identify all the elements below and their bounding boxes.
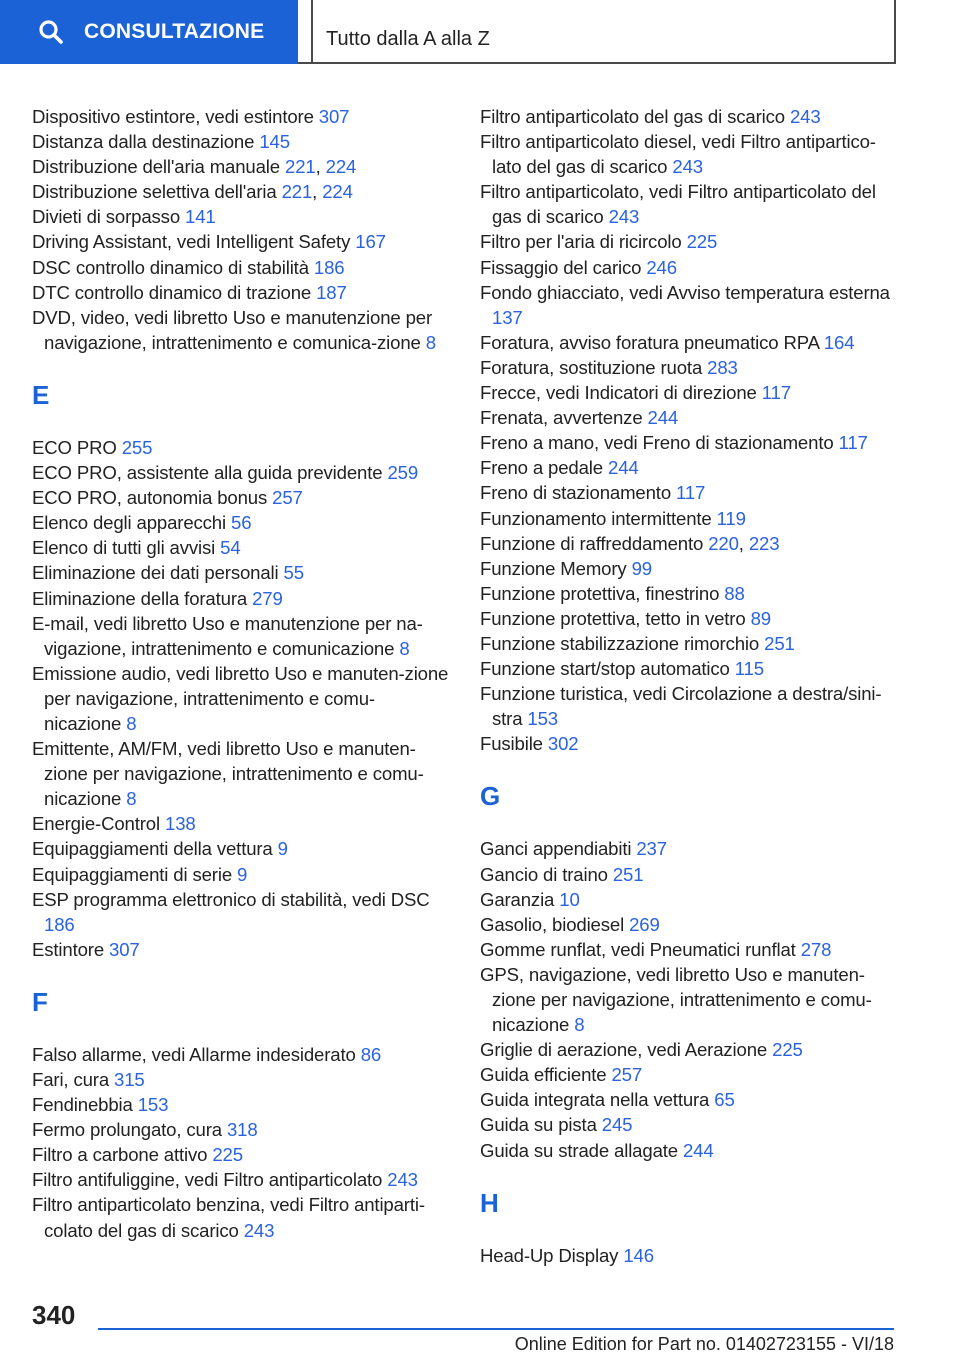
index-entry-term: Funzione protettiva, finestrino (480, 582, 725, 604)
index-entry-term: Equipaggiamenti di serie (32, 863, 238, 885)
page-link[interactable]: 224 (322, 181, 353, 203)
index-entry (480, 531, 900, 556)
page-link[interactable]: 8 (425, 331, 436, 353)
page-link[interactable]: 221 (281, 181, 313, 203)
magnifier-icon (38, 19, 64, 45)
index-entry (32, 1192, 452, 1242)
page-link[interactable]: 88 (724, 582, 745, 604)
index-entry-term: Emissione audio, vedi libretto Uso e manuten-zione per navigazione, intrattenimento e comu-nicazione (32, 662, 449, 734)
index-entry (480, 1087, 900, 1112)
index-entry-term: Distanza dalla destinazione (32, 131, 260, 153)
index-entry (32, 1092, 452, 1117)
page-link[interactable]: 257 (611, 1064, 643, 1086)
index-entry-term: Filtro per l'aria di ricircolo (480, 231, 687, 253)
page-link[interactable]: 225 (686, 231, 718, 253)
page-link[interactable]: 283 (707, 356, 738, 378)
page-link[interactable]: 99 (631, 557, 652, 579)
index-entry (32, 179, 452, 204)
index-entry (32, 1167, 452, 1192)
index-entry-term: GPS, navigazione, vedi libretto Uso e manuten-zione per navigazione, intrattenimento e comu-nicazione (480, 963, 872, 1036)
index-entry-term: Freno a mano, vedi Freno di stazionamento (480, 432, 839, 454)
footer-rule (98, 1328, 894, 1330)
page-number: 340 (32, 1300, 76, 1330)
page-link[interactable]: 89 (750, 607, 771, 629)
index-entry (480, 681, 900, 731)
index-entry-term: Funzionamento intermittente (480, 507, 717, 529)
page-link[interactable]: 243 (789, 106, 821, 127)
index-entry-term: Elenco di tutti gli avvisi (32, 537, 221, 559)
page-link[interactable]: 244 (608, 457, 639, 479)
index-entry-term: Dispositivo estintore, vedi estintore (32, 106, 319, 127)
index-entry-term: Driving Assistant, vedi Intelligent Safety (32, 231, 356, 253)
page-link[interactable]: 187 (316, 281, 347, 303)
index-entry (480, 912, 900, 937)
index-entry-term: E-mail, vedi libretto Uso e manutenzione per na-vigazione, intrattenimento e comunicazione (32, 612, 423, 659)
index-entry (480, 1037, 900, 1062)
index-entry-term: Eliminazione della foratura (32, 587, 253, 609)
index-entry (480, 1243, 900, 1268)
page-link[interactable]: 243 (243, 1219, 275, 1241)
index-entry (480, 1112, 900, 1137)
page-link[interactable]: 186 (44, 913, 75, 935)
index-entry (480, 1138, 900, 1163)
page-link[interactable]: 279 (252, 587, 283, 609)
page-separator: , (738, 532, 749, 554)
page-link[interactable]: 223 (748, 532, 780, 554)
page-link[interactable]: 146 (623, 1244, 654, 1266)
page-link[interactable]: 243 (608, 206, 640, 228)
index-entry (480, 887, 900, 912)
index-entry-term: Funzione start/stop automatico (480, 658, 735, 680)
index-entry (32, 460, 452, 485)
index-entry-term: Filtro antiparticolato, vedi Filtro antiparticolato del gas di scarico (480, 181, 876, 228)
index-entry-term: Falso allarme, vedi Allarme indesiderato (32, 1043, 361, 1065)
index-entry (32, 229, 452, 254)
index-entry (32, 611, 452, 661)
index-entry-term: Head-Up Display (480, 1244, 624, 1266)
index-entry-term: Fari, cura (32, 1069, 115, 1090)
page-link[interactable]: 243 (387, 1169, 418, 1191)
index-entry (480, 1062, 900, 1087)
index-entry-term: Guida efficiente (480, 1064, 612, 1086)
index-entry-term: DTC controllo dinamico di trazione (32, 281, 317, 303)
index-entry (32, 736, 452, 811)
page-title: Tutto dalla A alla Z (326, 28, 490, 50)
page-link[interactable]: 138 (165, 813, 196, 835)
index-entry-term: Freno a pedale (480, 457, 608, 479)
index-entry-term: Filtro a carbone attivo (32, 1144, 213, 1166)
index-entry-term: Equipaggiamenti della vettura (32, 838, 278, 860)
index-letter-heading: G (480, 781, 501, 812)
page-link[interactable]: 153 (527, 708, 558, 730)
index-entry (480, 631, 900, 656)
index-entry (480, 862, 900, 887)
page-separator: , (312, 181, 323, 203)
page-link[interactable]: 269 (629, 913, 660, 935)
index-entry-term: Ganci appendiabiti (480, 838, 637, 860)
index-entry (480, 330, 900, 355)
page-link[interactable]: 65 (714, 1089, 735, 1111)
index-entry (32, 661, 452, 736)
index-letter-heading: F (32, 986, 48, 1017)
index-entry (480, 836, 900, 861)
index-entry (32, 560, 452, 585)
index-entry (32, 811, 452, 836)
index-entry-term: Emittente, AM/FM, vedi libretto Uso e manuten-zione per navigazione, intrattenimento e comu-nicazione (32, 738, 424, 810)
page-link[interactable]: 318 (226, 1119, 258, 1141)
page-link[interactable]: 246 (646, 256, 677, 278)
index-entry (32, 280, 452, 305)
page-link[interactable]: 9 (237, 863, 248, 885)
page-link[interactable]: 117 (838, 432, 868, 454)
index-entry (480, 581, 900, 606)
index-entry (480, 556, 900, 581)
index-entry (480, 129, 900, 179)
page-link[interactable]: 86 (360, 1043, 382, 1065)
index-entry (32, 1142, 452, 1167)
index-entry (32, 510, 452, 535)
index-entry (32, 887, 452, 937)
index-entry-term: Funzione protettiva, tetto in vetro (480, 607, 751, 629)
index-entry (480, 937, 900, 962)
index-entry-term: Funzione Memory (480, 557, 632, 579)
index-entry-term: DVD, video, vedi libretto Uso e manutenzione per navigazione, intrattenimento e comunica-zione (32, 306, 433, 353)
header-divider (311, 0, 313, 64)
page-link[interactable]: 10 (559, 888, 580, 910)
page-link[interactable]: 251 (764, 632, 795, 654)
page-link[interactable]: 8 (399, 637, 410, 659)
index-entry-term: Distribuzione selettiva dell'aria (32, 181, 282, 203)
index-entry-term: Guida integrata nella vettura (480, 1089, 715, 1111)
index-entry (480, 656, 900, 681)
index-letter-heading: H (480, 1187, 499, 1218)
index-entry (32, 586, 452, 611)
index-column-left (32, 104, 452, 1243)
page-link[interactable]: 307 (318, 106, 350, 127)
index-entry (480, 255, 900, 280)
index-entry (480, 430, 900, 455)
edition-note: Online Edition for Part no. 01402723155 - VI/18 (514, 1334, 894, 1354)
page-separator: , (315, 156, 326, 178)
index-entry (32, 305, 452, 355)
index-entry (480, 962, 900, 1037)
index-entry-term: Guida su pista (480, 1114, 602, 1136)
page-link[interactable]: 119 (716, 507, 746, 529)
page-link[interactable]: 8 (126, 788, 137, 810)
index-entry (480, 104, 900, 129)
index-entry-term: Frenata, avvertenze (480, 407, 648, 429)
index-entry-term: Guida su strade allagate (480, 1139, 683, 1161)
page-link[interactable]: 8 (574, 1014, 585, 1036)
index-entry-term: Griglie di aerazione, vedi Aerazione (480, 1039, 773, 1061)
index-entry (32, 862, 452, 887)
index-entry (32, 129, 452, 154)
index-column-right (480, 104, 900, 1268)
index-entry-term: Frecce, vedi Indicatori di direzione (480, 382, 762, 404)
index-entry-term: Foratura, sostituzione ruota (480, 356, 708, 378)
index-entry-term: Funzione stabilizzazione rimorchio (480, 632, 765, 654)
index-entry-term: Filtro antiparticolato diesel, vedi Filtro antipartico-lato del gas di scarico (480, 131, 876, 178)
page-link[interactable]: 115 (734, 658, 764, 680)
index-entry-term: Fondo ghiacciato, vedi Avviso temperatura esterna (480, 281, 890, 303)
index-entry (480, 179, 900, 229)
page-link[interactable]: 167 (355, 231, 386, 253)
index-entry (32, 937, 452, 962)
index-entry (32, 485, 452, 510)
page-link[interactable]: 8 (126, 712, 137, 734)
index-entry (32, 204, 452, 229)
page-link[interactable]: 307 (109, 938, 140, 960)
index-entry (32, 1067, 452, 1092)
page-link[interactable]: 243 (672, 156, 703, 178)
index-entry-term: Foratura, avviso foratura pneumatico RPA (480, 331, 824, 353)
section-tab-consultazione[interactable] (0, 0, 298, 64)
index-entry (32, 1117, 452, 1142)
page-link[interactable]: 220 (708, 532, 739, 554)
index-letter-heading: E (32, 379, 50, 410)
index-entry-term: Garanzia (480, 888, 560, 910)
index-entry-term: Fusibile (480, 733, 548, 755)
index-entry-term: Estintore (32, 938, 110, 960)
index-entry (480, 405, 900, 430)
page-link[interactable]: 244 (647, 407, 679, 429)
page-link[interactable]: 117 (761, 382, 791, 404)
page-link[interactable]: 54 (220, 537, 241, 559)
index-entry-term: Gomme runflat, vedi Pneumatici runflat (480, 938, 801, 960)
page-link[interactable]: 237 (636, 838, 667, 860)
page-link[interactable]: 153 (137, 1094, 169, 1116)
page-link[interactable]: 278 (800, 938, 832, 960)
page-link[interactable]: 225 (772, 1039, 803, 1061)
index-entry-term: Funzione di raffreddamento (480, 532, 709, 554)
page-link[interactable]: 257 (272, 487, 303, 509)
index-entry (480, 355, 900, 380)
index-entry-term: ESP programma elettronico di stabilità, vedi DSC (32, 888, 430, 910)
page-link[interactable]: 56 (231, 512, 252, 534)
page-link[interactable]: 9 (277, 838, 288, 860)
section-tab-label: CONSULTAZIONE (84, 20, 265, 43)
page-link[interactable]: 164 (823, 331, 855, 353)
page-link[interactable]: 141 (185, 206, 216, 228)
index-entry (480, 480, 900, 505)
page-link[interactable]: 244 (682, 1139, 714, 1161)
page-link[interactable]: 225 (212, 1144, 243, 1166)
page-link[interactable]: 251 (612, 863, 644, 885)
page-link[interactable]: 186 (313, 256, 345, 278)
header-underline (298, 62, 896, 64)
page-link[interactable]: 55 (283, 562, 304, 584)
page-link[interactable]: 221 (285, 156, 316, 178)
index-entry (32, 836, 452, 861)
index-entry-term: Distribuzione dell'aria manuale (32, 156, 285, 178)
index-entry-term: Freno di stazionamento (480, 482, 677, 504)
index-entry-term: Fissaggio del carico (480, 256, 647, 278)
index-entry-term: DSC controllo dinamico di stabilità (32, 256, 314, 278)
page-link[interactable]: 117 (676, 482, 706, 504)
index-entry-term: ECO PRO (32, 436, 122, 458)
index-entry-term: Filtro antiparticolato benzina, vedi Filtro antiparti-colato del gas di scarico (32, 1194, 425, 1241)
index-entry (32, 255, 452, 280)
index-entry (480, 280, 900, 330)
index-entry-term: Energie-Control (32, 813, 165, 835)
index-entry (480, 606, 900, 631)
index-entry (32, 154, 452, 179)
index-entry-term: Filtro antiparticolato del gas di scarico (480, 106, 790, 127)
page-link[interactable]: 302 (547, 733, 579, 755)
index-entry-term: Eliminazione dei dati personali (32, 562, 284, 584)
index-entry-term: ECO PRO, assistente alla guida previdente (32, 462, 388, 484)
index-entry (480, 229, 900, 254)
index-entry (32, 104, 452, 129)
page-link[interactable]: 145 (259, 131, 290, 153)
page-link[interactable]: 255 (121, 436, 153, 458)
index-entry-term: Elenco degli apparecchi (32, 512, 231, 534)
index-entry-term: Divieti di sorpasso (32, 206, 186, 228)
page-link[interactable]: 315 (114, 1069, 145, 1090)
index-entry (32, 535, 452, 560)
header-right-border (894, 0, 896, 64)
index-entry-term: Gasolio, biodiesel (480, 913, 630, 935)
index-entry (32, 1042, 452, 1067)
index-entry-term: ECO PRO, autonomia bonus (32, 487, 273, 509)
page-link[interactable]: 224 (325, 156, 357, 178)
index-entry (32, 435, 452, 460)
index-entry (480, 380, 900, 405)
index-entry (480, 455, 900, 480)
index-entry (480, 506, 900, 531)
index-entry-term: Gancio di traino (480, 863, 613, 885)
index-entry (480, 731, 900, 756)
page-link[interactable]: 137 (492, 306, 523, 328)
index-entry-term: Fermo prolungato, cura (32, 1119, 227, 1141)
page-link[interactable]: 259 (387, 462, 419, 484)
index-entry-term: Filtro antifuliggine, vedi Filtro antiparticolato (32, 1169, 388, 1191)
index-entry-term: Funzione turistica, vedi Circolazione a destra/sini-stra (480, 683, 882, 730)
index-entry-term: Fendinebbia (32, 1094, 138, 1116)
page-link[interactable]: 245 (601, 1114, 633, 1136)
